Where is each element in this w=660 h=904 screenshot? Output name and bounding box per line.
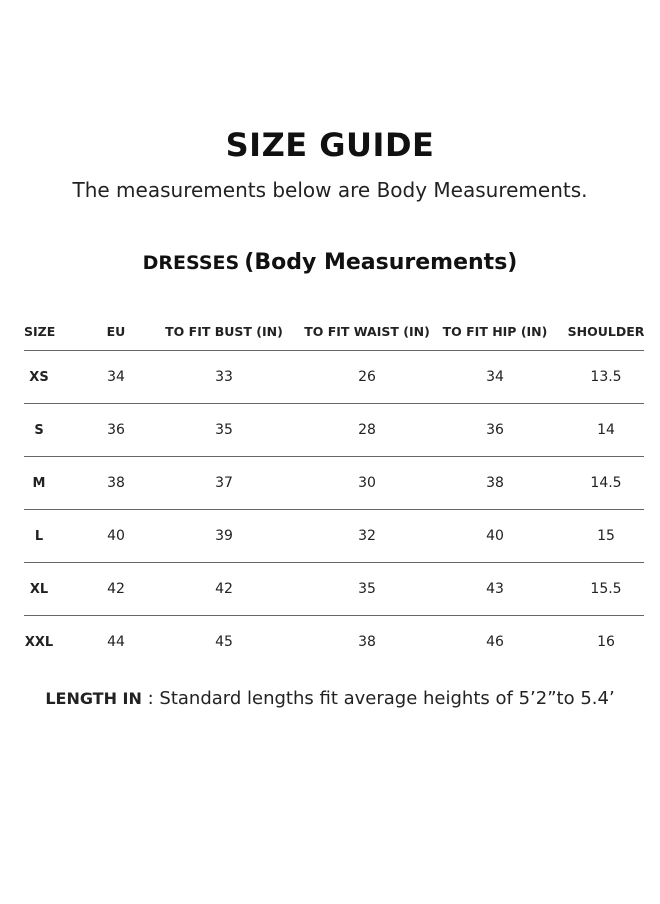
cell-bust: 42 (215, 581, 233, 597)
cell-hip: 43 (486, 581, 504, 597)
cell-size: XS (29, 369, 49, 385)
table-row (24, 457, 644, 510)
table-row (24, 351, 644, 404)
cell-bust: 37 (215, 475, 233, 491)
header-hip: TO FIT HIP (IN) (442, 323, 548, 339)
cell-bust: 35 (215, 422, 233, 438)
section-title-paren: (Body Measurements) (244, 250, 518, 275)
cell-eu: 44 (107, 634, 125, 650)
cell-shoulder: 13.5 (590, 369, 622, 385)
page-subtitle: The measurements below are Body Measurements. (72, 178, 588, 202)
cell-eu: 38 (107, 475, 125, 491)
cell-waist: 30 (358, 475, 376, 491)
size-table (24, 312, 644, 668)
length-note-text: : Standard lengths fit average heights of 5’2”to 5.4’ (141, 688, 615, 709)
cell-hip: 36 (486, 422, 504, 438)
cell-bust: 45 (215, 634, 233, 650)
header-bust: TO FIT BUST (IN) (165, 323, 283, 339)
cell-shoulder: 16 (597, 634, 615, 650)
cell-bust: 33 (215, 369, 233, 385)
table-row (24, 510, 644, 563)
length-note-label: LENGTH IN (45, 689, 142, 708)
section-title-main: DRESSES (142, 252, 240, 274)
cell-hip: 46 (486, 634, 504, 650)
cell-eu: 42 (107, 581, 125, 597)
cell-hip: 40 (486, 528, 504, 544)
cell-shoulder: 14 (597, 422, 615, 438)
cell-size: S (34, 422, 44, 438)
table-row (24, 404, 644, 457)
cell-eu: 40 (107, 528, 125, 544)
cell-size: XL (29, 581, 49, 597)
cell-size: M (32, 475, 46, 491)
table-header-row (24, 312, 644, 351)
cell-shoulder: 14.5 (590, 475, 622, 491)
cell-waist: 38 (358, 634, 376, 650)
header-eu: EU (106, 323, 126, 339)
cell-waist: 28 (358, 422, 376, 438)
cell-bust: 39 (215, 528, 233, 544)
table-row (24, 563, 644, 616)
cell-eu: 34 (107, 369, 125, 385)
cell-hip: 38 (486, 475, 504, 491)
cell-waist: 26 (358, 369, 376, 385)
header-size: SIZE (24, 323, 56, 339)
cell-shoulder: 15 (597, 528, 615, 544)
cell-shoulder: 15.5 (590, 581, 622, 597)
cell-waist: 35 (358, 581, 376, 597)
length-note (0, 688, 660, 709)
cell-size: L (34, 528, 44, 544)
header-waist: TO FIT WAIST (IN) (304, 323, 430, 339)
header-shoulder: SHOULDER (567, 323, 645, 339)
cell-waist: 32 (358, 528, 376, 544)
cell-hip: 34 (486, 369, 504, 385)
section-title (0, 250, 660, 275)
cell-eu: 36 (107, 422, 125, 438)
cell-size: XXL (24, 634, 54, 650)
page-title: SIZE GUIDE (225, 126, 435, 164)
table-row (24, 616, 644, 668)
